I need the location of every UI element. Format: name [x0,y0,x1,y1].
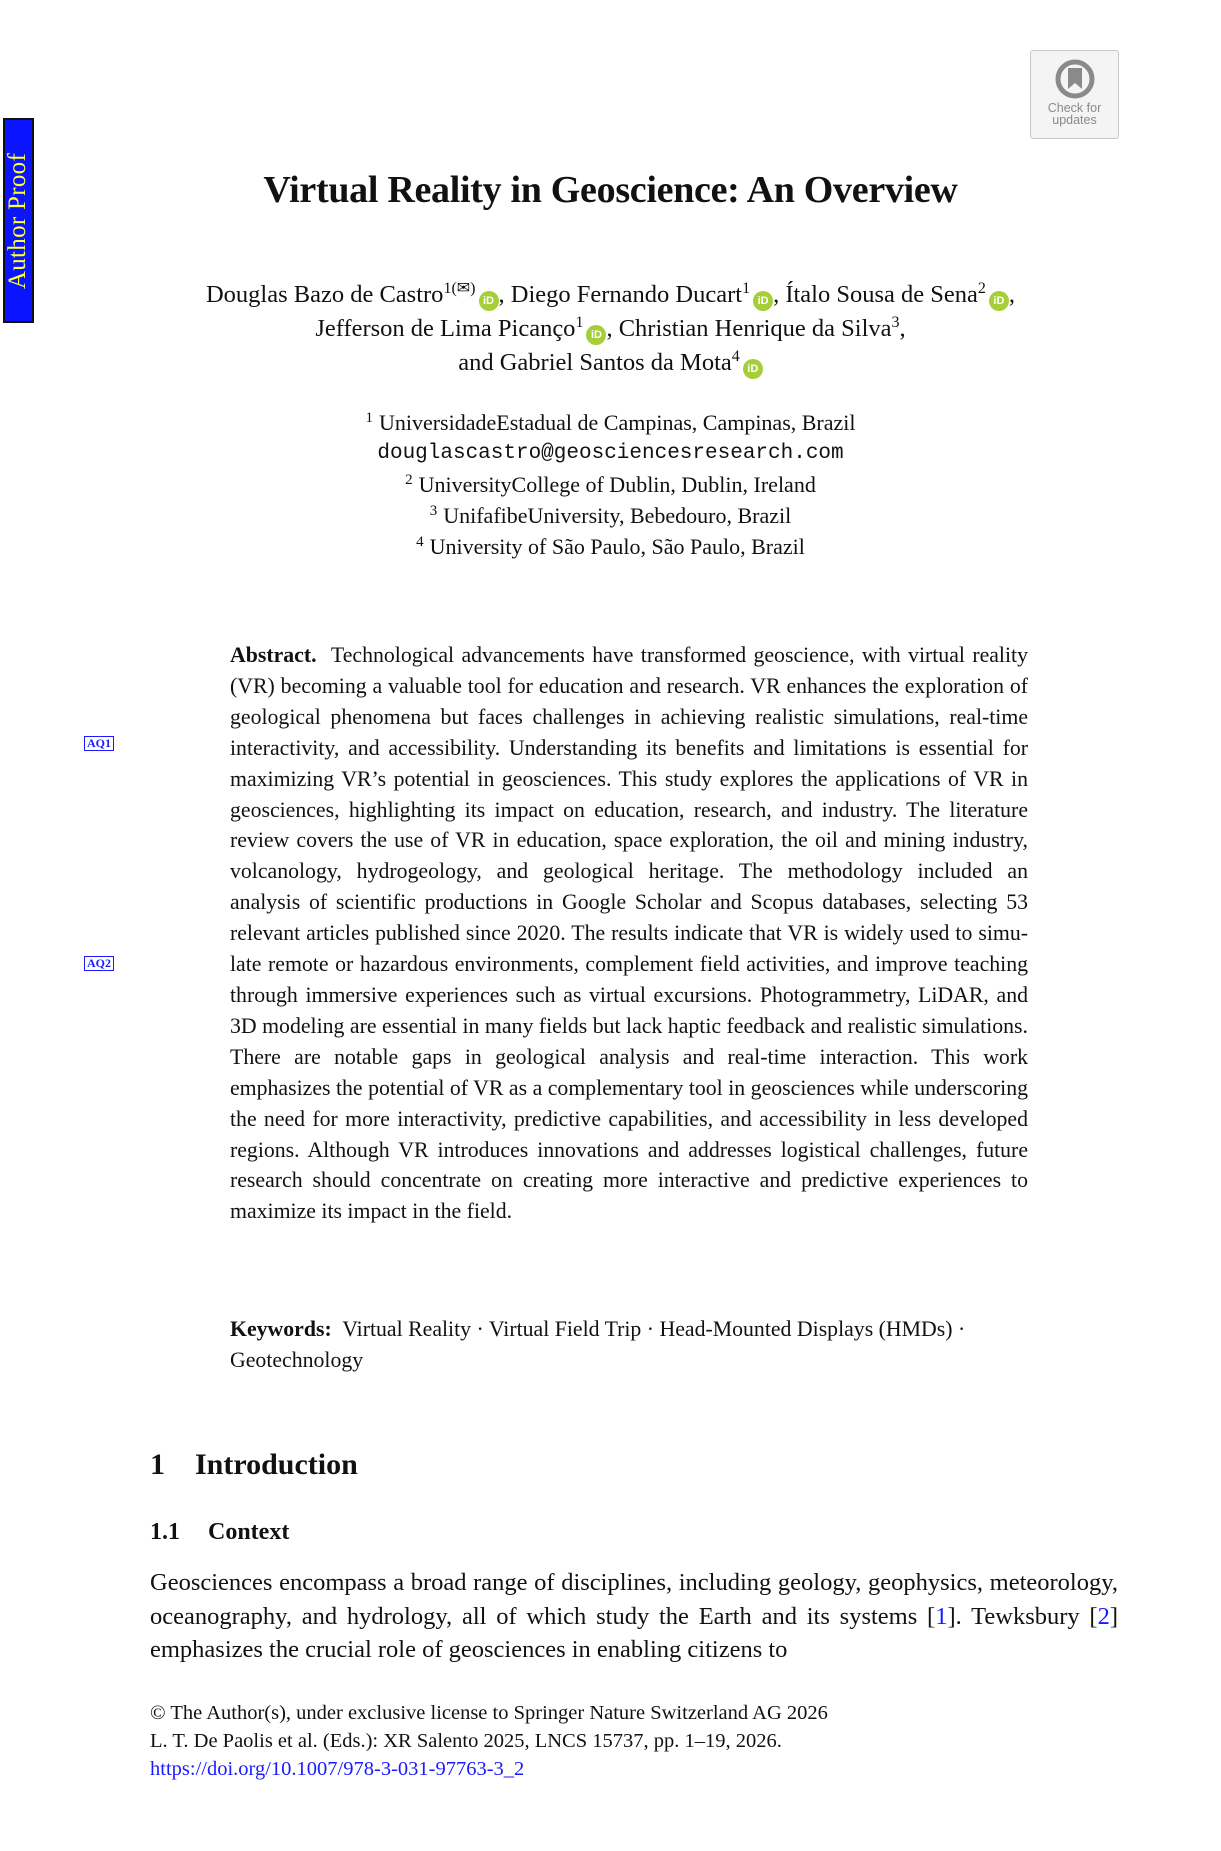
keywords [230,1314,1028,1376]
abstract [230,640,1028,1227]
author-query-aq1[interactable]: AQ1 [84,736,114,751]
abstract-text: Technological advancements have transformed geoscience, with virtual reality (VR) becoming a valuable tool for education and research. VR enhances the exploration of geological phenomena but faces challenges in achieving realistic simulations, real-time interactivity, and accessibility. Understanding its benefits and limitations is essential for maximizing VR’s potential in geosciences. This study explores the applications of VR in geosciences, highlighting its impact on education, research, and industry. The literature review covers the use of VR in education, space exploration, the oil and mining industry, volcanology, hydrogeology, and geological heritage. The methodology included an analysis of scientific productions in Google Scholar and Scopus databases, selecting 53 relevant articles published since 2020. The results indicate that VR is widely used to simulate remote or hazardous environments, complement field activities, and improve teaching through immersive experiences such as virtual excursions. Photogrammetry, LiDAR, and 3D modeling are essential in many fields but lack haptic feedback and realistic simulations. There are notable gaps in geological analysis and real-time interaction. This work emphasizes the potential of VR as a complementary tool in geosciences while underscoring the need for more interactivity, predictive capabilities, and accessibility in less developed regions. Although VR introduces innovations and addresses logistical challenges, future research should concentrate on creating more interactive and predictive experiences to maximize its impact in the field. [230,643,1028,1224]
author: Douglas Bazo de Castro$^{1(✉)}$iD , [206,281,511,308]
citation-info: L. T. De Paolis et al. (Eds.): XR Salento 2025, LNCS 15737, pp. 1–19, 2026. [150,1730,782,1752]
body-paragraph: Geosciences encompass a broad range of disciplines, including geology, geophysics, meteorology, oceanography, and hydrology, all of which study the Earth and its systems [1]. Tewksbury [2] emphasizes the crucial role of geosciences in enabling citizens to [150,1569,1119,1663]
author: Jefferson de Lima Picanço$^1$iD , [315,315,618,342]
doi-link[interactable]: https://doi.org/10.1007/978-3-031-97763-3_2 [150,1758,525,1780]
affiliations [0,407,1221,562]
orcid-icon[interactable]: iD [753,291,773,311]
author-query-aq2[interactable]: AQ2 [84,956,114,971]
citation-link[interactable]: 1 [935,1602,948,1630]
author: Ítalo Sousa de Sena$^2$iD , [785,281,1015,308]
orcid-icon[interactable]: iD [586,325,606,345]
author: Christian Henrique da Silva$^3$, [618,314,906,342]
orcid-icon[interactable]: iD [989,291,1009,311]
copyright-notice: © The Author(s), under exclusive license to Springer Nature Switzerland AG 2026 [150,1702,828,1724]
affiliation: $^3$ UnifafibeUniversity, Bebedouro, Brazil [429,503,792,528]
subsection-heading-context: 1.1 Context [150,1519,290,1545]
section-heading-introduction: 1 Introduction [150,1448,358,1481]
affiliation: $^2$ UniversityCollege of Dublin, Dublin, Ireland [405,472,816,497]
author-list [0,278,1221,380]
bookmark-circle-icon [1055,59,1095,99]
envelope-icon: (✉) [451,280,476,297]
orcid-icon[interactable]: iD [743,359,763,379]
orcid-icon[interactable]: iD [479,291,499,311]
affiliation: $^4$ University of São Paulo, São Paulo, Brazil [416,534,805,559]
citation-link[interactable]: 2 [1097,1602,1110,1630]
paper-title: Virtual Reality in Geoscience: An Overview [263,169,958,211]
author: Diego Fernando Ducart$^1$iD , [511,281,786,308]
footer-notice [150,1699,828,1783]
corresponding-email[interactable]: douglascastro@geosciencesresearch.com [377,442,844,465]
affiliation: $^1$ UniversidadeEstadual de Campinas, Campinas, Brazil [365,410,856,435]
check-for-updates-label: Check for updates [1047,101,1102,127]
keywords-text: Virtual Reality · Virtual Field Trip · Head-Mounted Displays (HMDs) · Geotechnology [230,1317,966,1372]
check-for-updates-badge[interactable] [1030,50,1119,139]
abstract-label: Abstract. [230,643,317,667]
author-proof-label: Author Proof [4,152,32,289]
keywords-label: Keywords: [230,1317,332,1341]
author: and Gabriel Santos da Mota$^4$iD [458,349,763,376]
